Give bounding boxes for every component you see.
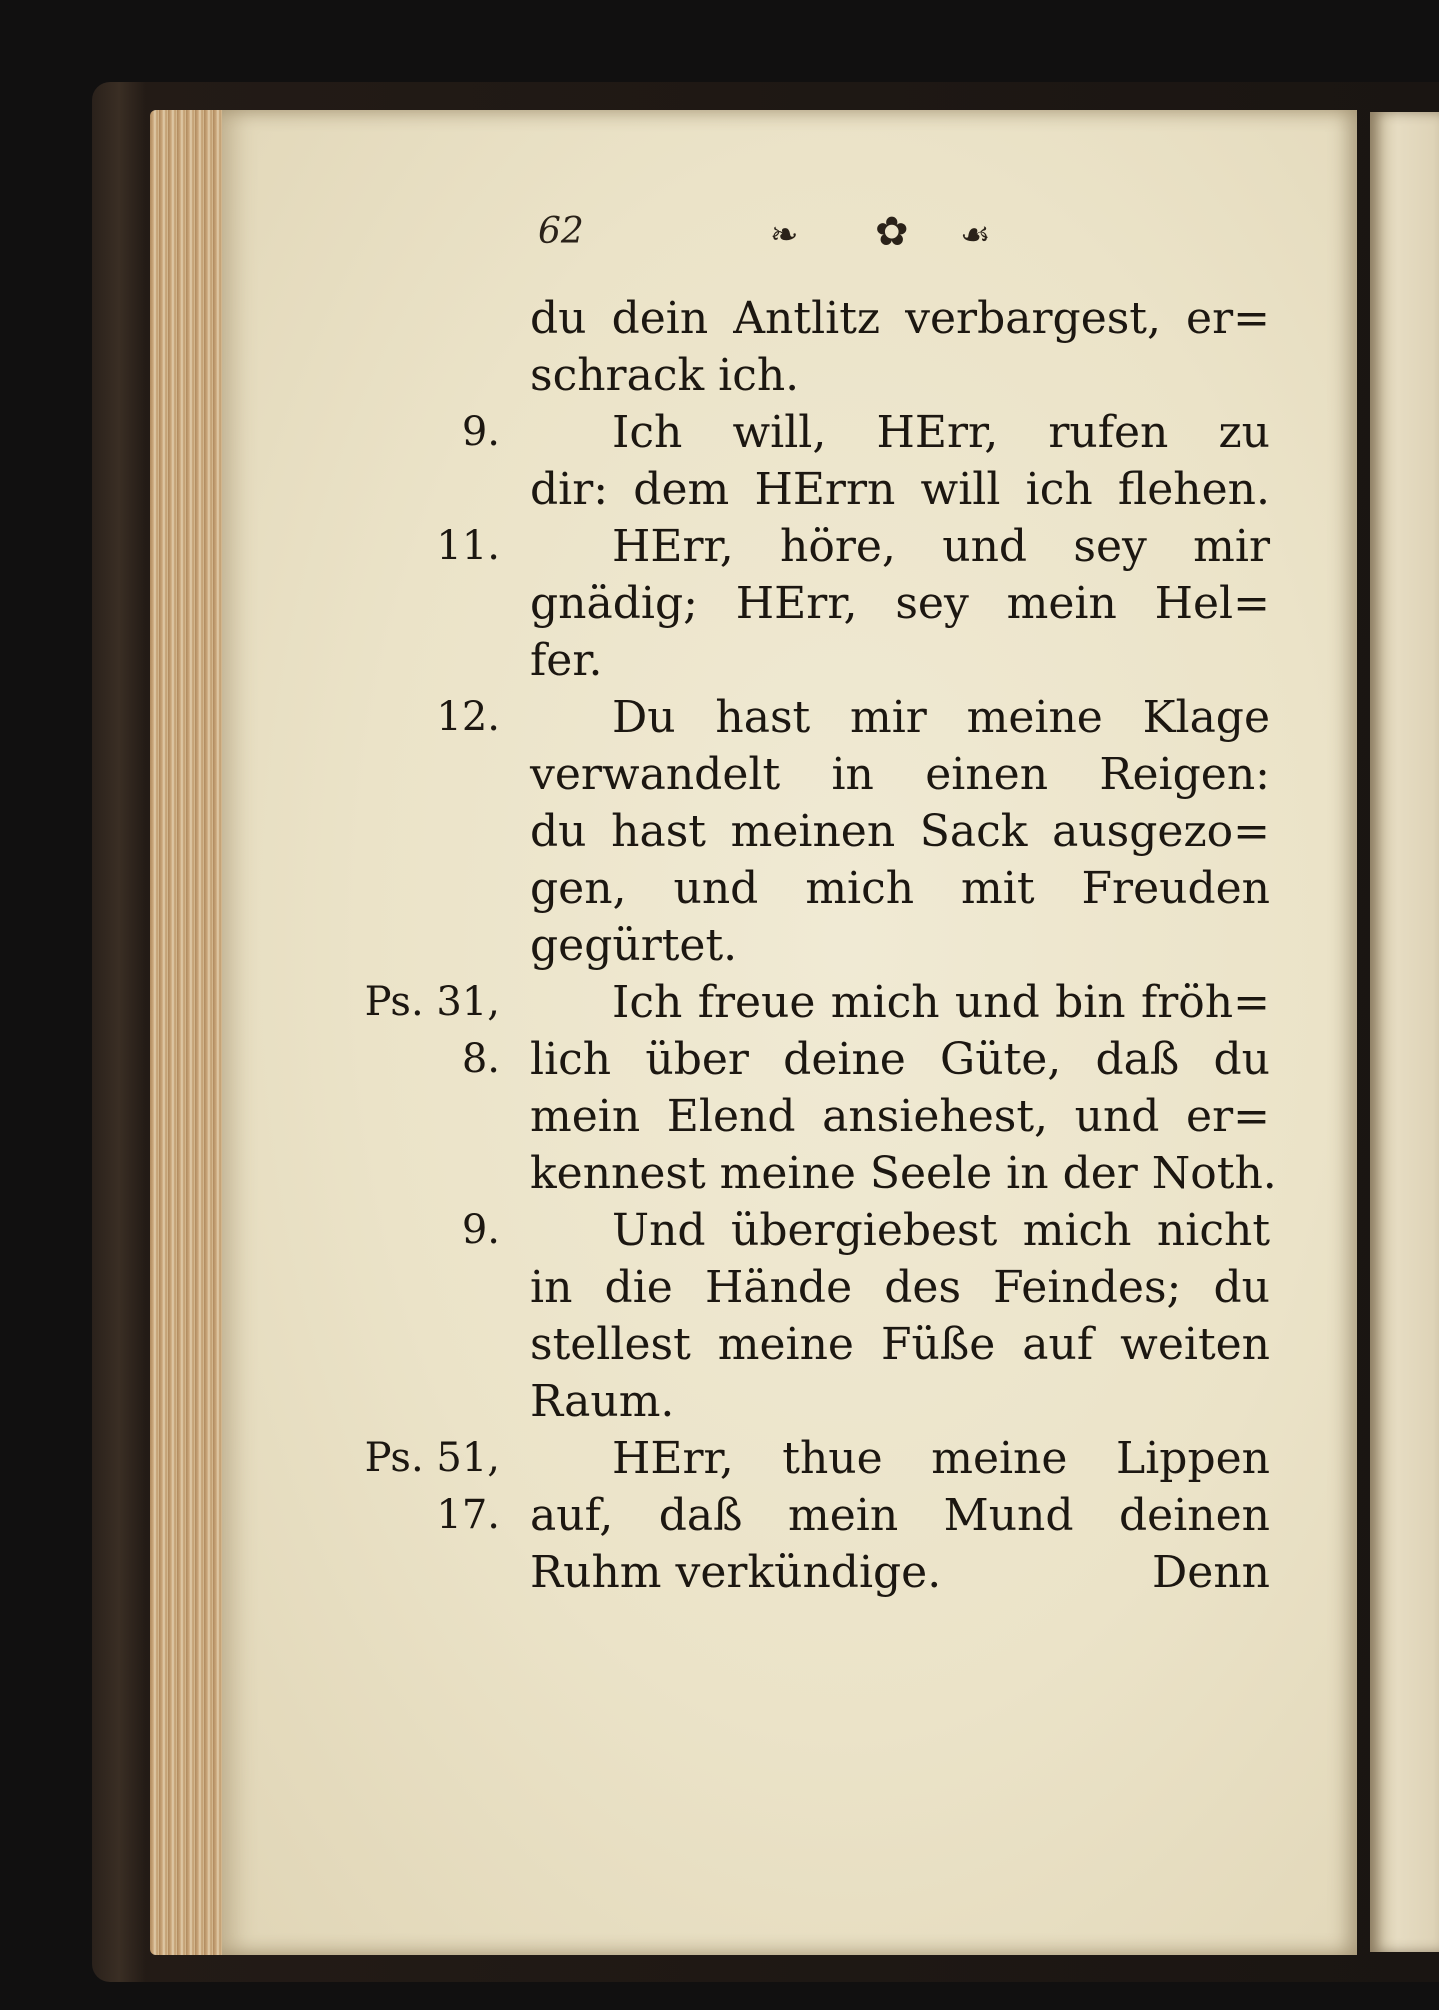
- line-text: schrack ich.: [530, 350, 800, 401]
- line-text: gegürtet.: [530, 920, 738, 971]
- text-line: [530, 1145, 1277, 1202]
- line-text: in die Hände des Feindes; du: [530, 1262, 1270, 1313]
- text-line: [530, 347, 1270, 404]
- line-text: verwandelt in einen Reigen:: [530, 749, 1270, 800]
- line-text: du hast meinen Sack ausgezo=: [530, 806, 1270, 857]
- line-text: Raum.: [530, 1376, 675, 1427]
- line-text: stellest meine Füße auf weiten: [530, 1319, 1270, 1370]
- text-line: [530, 1259, 1270, 1316]
- text-line: [530, 803, 1270, 860]
- verse-reference: 9.: [461, 1207, 500, 1253]
- text-line: [530, 290, 1270, 347]
- line-text: HErr, höre, und sey mir: [612, 521, 1270, 572]
- line-text: Ich will, HErr, rufen zu: [612, 407, 1270, 458]
- line-text: Ruhm verkündige.: [530, 1547, 942, 1598]
- line-text: mein Elend ansiehest, und er=: [530, 1091, 1270, 1142]
- facing-page-edge: [1370, 112, 1439, 1952]
- verse-reference: Ps. 51,: [364, 1435, 500, 1481]
- line-text: Und übergiebest mich nicht: [612, 1205, 1270, 1256]
- text-line: [461, 1202, 1270, 1259]
- line-text: lich über deine Güte, daß du: [530, 1034, 1270, 1085]
- verse-reference: 9.: [461, 409, 500, 455]
- page-edges: [150, 110, 230, 1955]
- text-line: [461, 404, 1270, 461]
- line-text: du dein Antlitz verbargest, er=: [530, 293, 1270, 344]
- text-line: [461, 1031, 1270, 1088]
- text-line: [530, 860, 1270, 917]
- text-line: [530, 632, 1270, 689]
- line-text: dir: dem HErrn will ich flehen.: [530, 464, 1270, 515]
- page-header: [530, 205, 1050, 265]
- text-line: [364, 974, 1270, 1031]
- line-text: gnädig; HErr, sey mein Hel=: [530, 578, 1270, 629]
- text-line: [530, 917, 1270, 974]
- catchword: Denn: [1152, 1547, 1270, 1598]
- ornament-left-icon: ❧: [770, 215, 801, 255]
- text-line: [436, 1487, 1270, 1544]
- text-line: [530, 1316, 1270, 1373]
- line-text: Du hast mir meine Klage: [612, 692, 1270, 743]
- text-line: [364, 1430, 1270, 1487]
- line-text: Ich freue mich und bin fröh=: [612, 977, 1270, 1028]
- verse-reference: 8.: [461, 1036, 500, 1082]
- page-number: 62: [538, 211, 584, 252]
- text-line: [530, 746, 1270, 803]
- line-text: HErr, thue meine Lippen: [612, 1433, 1270, 1484]
- ornament-rosette-icon: ✿: [875, 209, 911, 255]
- text-line: [436, 689, 1270, 746]
- line-text: auf, daß mein Mund deinen: [530, 1490, 1270, 1541]
- text-line: [530, 575, 1270, 632]
- line-text: kennest meine Seele in der Noth.: [530, 1148, 1277, 1199]
- text-line: [530, 1544, 1270, 1601]
- text-line: [530, 1373, 1270, 1430]
- verse-reference: Ps. 31,: [364, 979, 500, 1025]
- verse-reference: 17.: [436, 1492, 500, 1538]
- verse-reference: 11.: [436, 523, 500, 569]
- text-line: [436, 518, 1270, 575]
- body-text: [364, 290, 1277, 1601]
- line-text: gen, und mich mit Freuden: [530, 863, 1270, 914]
- line-text: fer.: [530, 635, 603, 686]
- text-line: [530, 1088, 1270, 1145]
- text-line: [530, 461, 1270, 518]
- verse-reference: 12.: [436, 694, 500, 740]
- ornament-right-icon: ☙: [960, 215, 993, 255]
